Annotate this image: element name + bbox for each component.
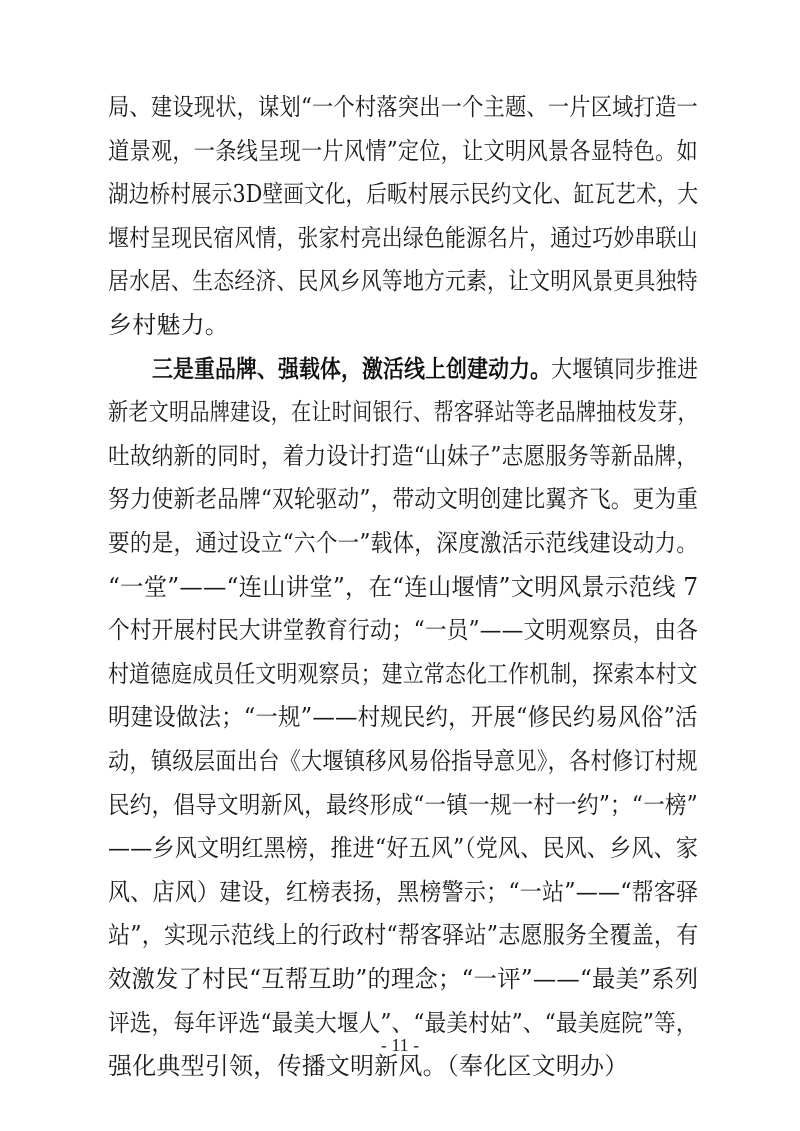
body-line: 效激发了村民“互帮互助”的理念；“一评”——“最美”系列 bbox=[108, 965, 699, 993]
paragraph-heading: 三是重品牌、强载体，激活线上创建动力。 bbox=[152, 354, 552, 383]
body-line: 道景观，一条线呈现一片风情”定位，让文明风景各显特色。如 bbox=[108, 136, 698, 165]
body-line: 个村开展村民大讲堂教育行动；“一员”——文明观察员，由各 bbox=[108, 616, 699, 645]
body-line: 明建设做法；“一规”——村规民约，开展“修民约易风俗”活 bbox=[108, 703, 698, 732]
body-line: 风、店风）建设，红榜表扬，黑榜警示；“一站”——“帮客驿 bbox=[108, 877, 699, 906]
body-line: 湖边桥村展示3D壁画文化，后畈村展示民约文化、缸瓦艺术，大 bbox=[108, 180, 699, 209]
paragraph-heading-rest: 大堰镇同步推进 bbox=[551, 354, 699, 383]
paragraph-first-line bbox=[152, 354, 699, 384]
body-line: 新老文明品牌建设，在让时间银行、帮客驿站等老品牌抽枝发芽， bbox=[108, 398, 698, 427]
body-line: 动，镇级层面出台《大堰镇移风易俗指导意见》，各村修订村规 bbox=[108, 747, 698, 775]
page-number: - 11 - bbox=[380, 1035, 420, 1055]
body-line: ——乡风文明红黑榜，推进“好五风”（党风、民风、乡风、家 bbox=[108, 834, 699, 863]
body-line: 努力使新老品牌“双轮驱动”，带动文明创建比翼齐飞。更为重 bbox=[108, 485, 699, 514]
body-line: 乡村魅力。 bbox=[108, 311, 229, 339]
body-line: 居水居、生态经济、民风乡风等地方元素，让文明风景更具独特 bbox=[108, 267, 698, 296]
body-line: 吐故纳新的同时，着力设计打造“山妹子”志愿服务等新品牌， bbox=[108, 441, 699, 470]
body-line: “一堂”——“连山讲堂”，在“连山堰情”文明风景示范线 7 bbox=[108, 572, 699, 601]
body-line: 要的是，通过设立“六个一”载体，深度激活示范线建设动力。 bbox=[108, 529, 699, 557]
body-line: 民约，倡导文明新风，最终形成“一镇一规一村一约”；“一榜” bbox=[108, 790, 698, 819]
body-line: 村道德庭成员任文明观察员；建立常态化工作机制，探索本村文 bbox=[108, 659, 698, 688]
body-line: 评选，每年评选“最美大堰人”、“最美村姑”、“最美庭院”等， bbox=[108, 1008, 698, 1037]
body-line: 站”，实现示范线上的行政村“帮客驿站”志愿服务全覆盖，有 bbox=[108, 921, 699, 950]
body-line: 堰村呈现民宿风情，张家村亮出绿色能源名片，通过巧妙串联山 bbox=[108, 223, 698, 252]
body-line: 局、建设现状，谋划“一个村落突出一个主题、一片区域打造一 bbox=[108, 93, 698, 121]
body-line: 强化典型引领，传播文明新风。（奉化区文明办） bbox=[108, 1052, 629, 1081]
